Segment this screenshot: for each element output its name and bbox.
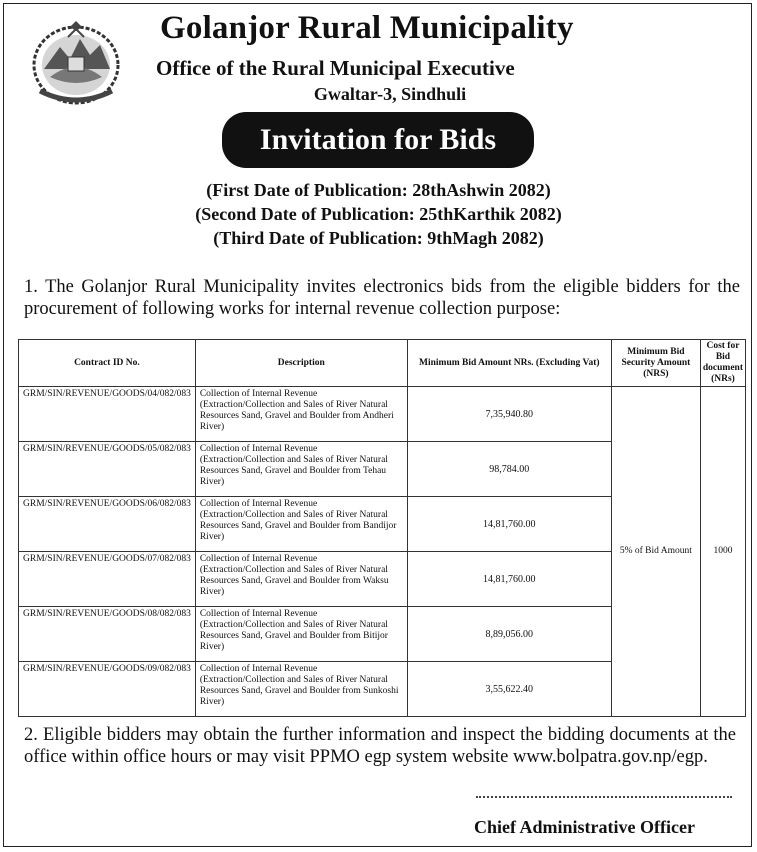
header-min-bid: Minimum Bid Amount NRs. (Excluding Vat)	[407, 340, 611, 387]
municipality-title: Golanjor Rural Municipality	[160, 10, 574, 46]
bid-amount: 14,81,760.00	[407, 497, 611, 552]
bid-amount: 14,81,760.00	[407, 552, 611, 607]
description: Collection of Internal Revenue (Extraction/Collection and Sales of River Natural Resources Sand, Gravel and Boulder from Bitijor River)	[195, 607, 407, 662]
first-publication-date: (First Date of Publication: 28thAshwin 2082)	[206, 180, 551, 200]
security-amount: 5% of Bid Amount	[611, 387, 700, 717]
document-cost: 1000	[700, 387, 745, 717]
header-security: Minimum Bid Security Amount (NRS)	[611, 340, 700, 387]
description: Collection of Internal Revenue (Extraction/Collection and Sales of River Natural Resources Sand, Gravel and Boulder from Waksu River)	[195, 552, 407, 607]
signatory-title: Chief Administrative Officer	[474, 817, 695, 837]
header-description: Description	[195, 340, 407, 387]
contract-id: GRM/SIN/REVENUE/GOODS/07/082/083	[19, 552, 196, 607]
contract-id: GRM/SIN/REVENUE/GOODS/05/082/083	[19, 442, 196, 497]
bid-amount: 7,35,940.80	[407, 387, 611, 442]
office-title: Office of the Rural Municipal Executive	[156, 56, 515, 80]
bid-amount: 98,784.00	[407, 442, 611, 497]
description: Collection of Internal Revenue (Extraction/Collection and Sales of River Natural Resources Sand, Gravel and Boulder from Bandijor River)	[195, 497, 407, 552]
paragraph-1: 1. The Golanjor Rural Municipality invites electronics bids from the eligible bidders for the procurement of following works for internal revenue collection purpose:	[24, 277, 740, 319]
description: Collection of Internal Revenue (Extraction/Collection and Sales of River Natural Resources Sand, Gravel and Boulder from Tehau River)	[195, 442, 407, 497]
bid-amount: 8,89,056.00	[407, 607, 611, 662]
publication-dates	[0, 178, 757, 250]
description: Collection of Internal Revenue (Extraction/Collection and Sales of River Natural Resources Sand, Gravel and Boulder from Andheri River)	[195, 387, 407, 442]
description: Collection of Internal Revenue (Extraction/Collection and Sales of River Natural Resources Sand, Gravel and Boulder from Sunkoshi River)	[195, 662, 407, 717]
bid-amount: 3,55,622.40	[407, 662, 611, 717]
header-contract-id: Contract ID No.	[19, 340, 196, 387]
table-row	[19, 387, 746, 442]
address: Gwaltar-3, Sindhuli	[313, 84, 467, 104]
contract-id: GRM/SIN/REVENUE/GOODS/06/082/083	[19, 497, 196, 552]
signature-line	[476, 796, 732, 798]
contract-id: GRM/SIN/REVENUE/GOODS/09/082/083	[19, 662, 196, 717]
contract-id: GRM/SIN/REVENUE/GOODS/08/082/083	[19, 607, 196, 662]
paragraph-2: 2. Eligible bidders may obtain the further information and inspect the bidding documents at the office within office hours or may visit PPMO egp system website www.bolpatra.gov.np/egp.	[24, 725, 736, 767]
table-header-row	[19, 340, 746, 387]
third-publication-date: (Third Date of Publication: 9thMagh 2082)	[213, 228, 544, 248]
second-publication-date: (Second Date of Publication: 25thKarthik 2082)	[195, 204, 562, 224]
invitation-banner: Invitation for Bids	[222, 112, 534, 168]
bid-table	[18, 339, 746, 717]
header-cost: Cost for Bid document (NRs)	[700, 340, 745, 387]
contract-id: GRM/SIN/REVENUE/GOODS/04/082/083	[19, 387, 196, 442]
